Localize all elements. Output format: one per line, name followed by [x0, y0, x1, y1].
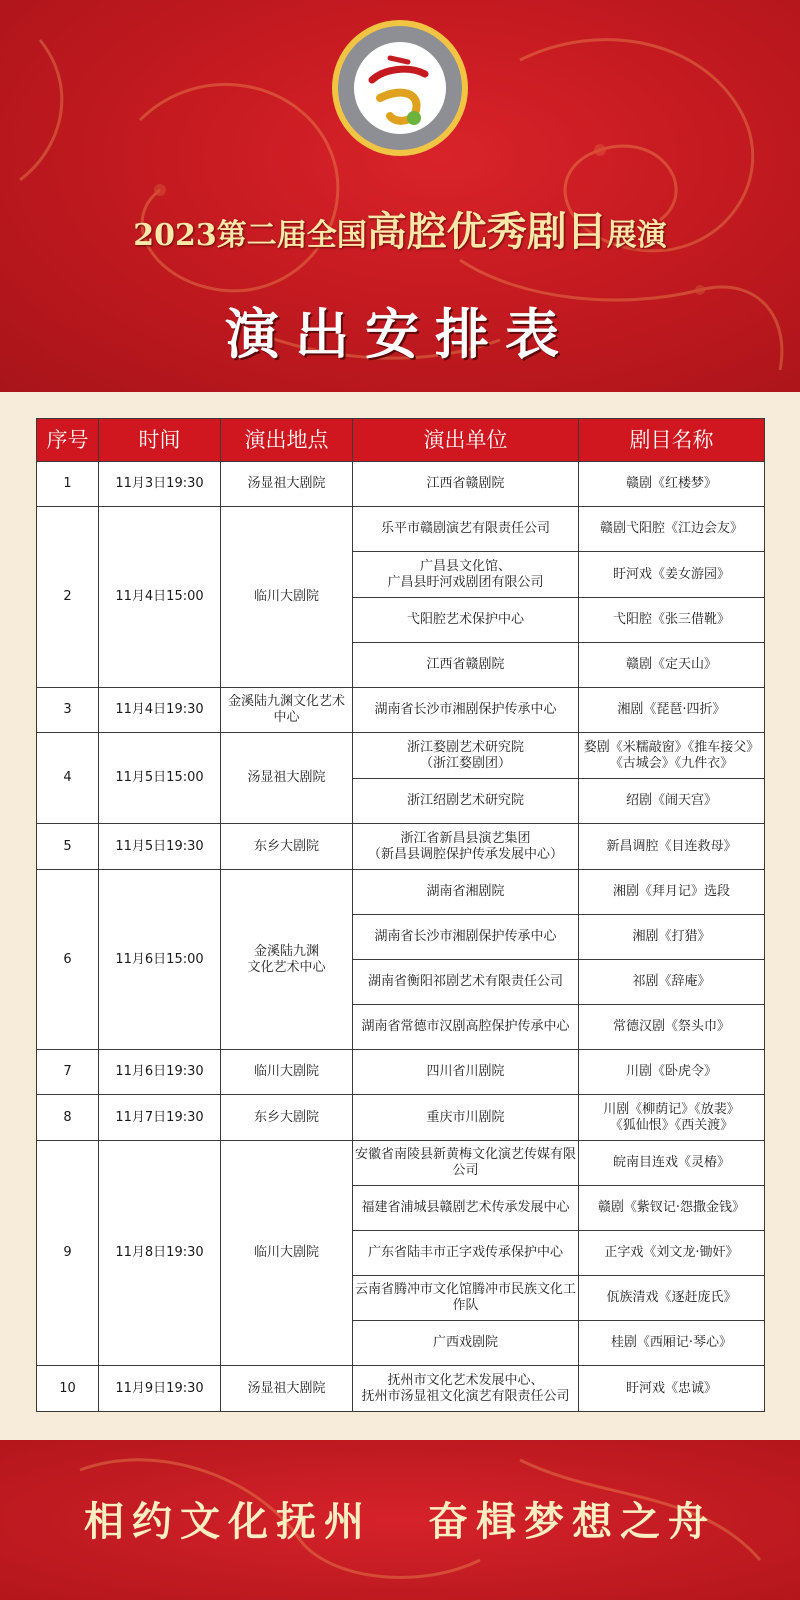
cell-play: 湘剧《打猎》 — [579, 915, 765, 960]
cell-time: 11月7日19:30 — [99, 1095, 221, 1141]
table-row — [37, 1095, 765, 1141]
festival-logo — [330, 18, 470, 158]
top-banner — [0, 0, 800, 392]
cell-no: 10 — [37, 1366, 99, 1412]
cell-time: 11月9日19:30 — [99, 1366, 221, 1412]
cell-venue: 金溪陆九渊 文化艺术中心 — [221, 870, 353, 1050]
cell-play: 新昌调腔《目连救母》 — [579, 824, 765, 870]
table-header-row — [37, 419, 765, 462]
cell-unit: 重庆市川剧院 — [353, 1095, 579, 1141]
cell-unit: 浙江省新昌县演艺集团 （新昌县调腔保护传承发展中心） — [353, 824, 579, 870]
cell-no: 8 — [37, 1095, 99, 1141]
cell-no: 6 — [37, 870, 99, 1050]
column-header-no: 序号 — [37, 419, 99, 462]
cell-play: 赣剧《定天山》 — [579, 643, 765, 688]
cell-play: 川剧《卧虎令》 — [579, 1050, 765, 1095]
cell-unit: 福建省浦城县赣剧艺术传承发展中心 — [353, 1186, 579, 1231]
cell-time: 11月4日19:30 — [99, 688, 221, 733]
cell-no: 5 — [37, 824, 99, 870]
cell-unit: 云南省腾冲市文化馆腾冲市民族文化工作队 — [353, 1276, 579, 1321]
cell-unit: 广东省陆丰市正字戏传承保护中心 — [353, 1231, 579, 1276]
cell-venue: 汤显祖大剧院 — [221, 462, 353, 507]
cell-no: 7 — [37, 1050, 99, 1095]
cell-no: 4 — [37, 733, 99, 824]
cell-unit: 江西省赣剧院 — [353, 462, 579, 507]
cell-play: 佤族清戏《逐赶庞氏》 — [579, 1276, 765, 1321]
cell-unit: 浙江婺剧艺术研究院 （浙江婺剧团） — [353, 733, 579, 779]
subtitle: 演出安排表 — [225, 303, 575, 366]
cell-unit: 弋阳腔艺术保护中心 — [353, 598, 579, 643]
cell-unit: 湖南省长沙市湘剧保护传承中心 — [353, 688, 579, 733]
cell-venue: 临川大剧院 — [221, 1141, 353, 1366]
column-header-venue: 演出地点 — [221, 419, 353, 462]
cell-no: 9 — [37, 1141, 99, 1366]
cell-unit: 乐平市赣剧演艺有限责任公司 — [353, 507, 579, 552]
table-row — [37, 1366, 765, 1412]
cell-venue: 汤显祖大剧院 — [221, 1366, 353, 1412]
cell-play: 川剧《柳荫记》《放裴》 《狐仙恨》《西关渡》 — [579, 1095, 765, 1141]
cell-play: 赣剧《红楼梦》 — [579, 462, 765, 507]
cell-venue: 临川大剧院 — [221, 1050, 353, 1095]
cell-unit: 湖南省湘剧院 — [353, 870, 579, 915]
cell-venue: 东乡大剧院 — [221, 824, 353, 870]
cell-play: 婺剧《米糯敲窗》《推车接父》 《古城会》《九件衣》 — [579, 733, 765, 779]
cell-unit: 湖南省常德市汉剧高腔保护传承中心 — [353, 1005, 579, 1050]
cell-no: 2 — [37, 507, 99, 688]
schedule-table — [36, 418, 765, 1412]
title-part-3: 展演 — [606, 218, 667, 253]
cell-venue: 金溪陆九渊文化艺术中心 — [221, 688, 353, 733]
cell-play: 常德汉剧《祭头巾》 — [579, 1005, 765, 1050]
cell-play: 湘剧《拜月记》选段 — [579, 870, 765, 915]
cell-time: 11月4日15:00 — [99, 507, 221, 688]
cell-play: 盱河戏《忠诚》 — [579, 1366, 765, 1412]
table-row — [37, 824, 765, 870]
cell-venue: 汤显祖大剧院 — [221, 733, 353, 824]
cell-unit: 浙江绍剧艺术研究院 — [353, 779, 579, 824]
column-header-time: 时间 — [99, 419, 221, 462]
cell-time: 11月5日19:30 — [99, 824, 221, 870]
cell-no: 1 — [37, 462, 99, 507]
title-part-1: 2023第二届全国 — [133, 218, 367, 253]
cell-no: 3 — [37, 688, 99, 733]
schedule-body — [37, 462, 765, 1412]
cell-play: 赣剧弋阳腔《江边会友》 — [579, 507, 765, 552]
cell-play: 皖南目连戏《灵椿》 — [579, 1141, 765, 1186]
cell-play: 盱河戏《姜女游园》 — [579, 552, 765, 598]
table-row — [37, 870, 765, 915]
cell-unit: 广昌县文化馆、 广昌县盱河戏剧团有限公司 — [353, 552, 579, 598]
bottom-banner — [0, 1440, 800, 1600]
main-title — [0, 200, 800, 257]
cell-time: 11月6日15:00 — [99, 870, 221, 1050]
cell-time: 11月3日19:30 — [99, 462, 221, 507]
cell-unit: 广西戏剧院 — [353, 1321, 579, 1366]
cell-unit: 湖南省长沙市湘剧保护传承中心 — [353, 915, 579, 960]
table-row — [37, 462, 765, 507]
cell-unit: 安徽省南陵县新黄梅文化演艺传媒有限公司 — [353, 1141, 579, 1186]
slogan — [0, 1490, 800, 1547]
cell-unit: 江西省赣剧院 — [353, 643, 579, 688]
cell-play: 正字戏《刘文龙·锄奸》 — [579, 1231, 765, 1276]
cell-play: 桂剧《西厢记·琴心》 — [579, 1321, 765, 1366]
cell-play: 绍剧《闹天宫》 — [579, 779, 765, 824]
cell-time: 11月8日19:30 — [99, 1141, 221, 1366]
schedule-table-container — [36, 418, 764, 1412]
table-row — [37, 733, 765, 779]
cell-unit: 湖南省衡阳祁剧艺术有限责任公司 — [353, 960, 579, 1005]
cell-unit: 抚州市文化艺术发展中心、 抚州市汤显祖文化演艺有限责任公司 — [353, 1366, 579, 1412]
cell-venue: 东乡大剧院 — [221, 1095, 353, 1141]
column-header-unit: 演出单位 — [353, 419, 579, 462]
slogan-right: 奋楫梦想之舟 — [428, 1498, 716, 1545]
cell-play: 弋阳腔《张三借靴》 — [579, 598, 765, 643]
table-row — [37, 1141, 765, 1186]
cell-time: 11月6日19:30 — [99, 1050, 221, 1095]
table-row — [37, 688, 765, 733]
cell-time: 11月5日15:00 — [99, 733, 221, 824]
cell-play: 赣剧《紫钗记·怨撒金钱》 — [579, 1186, 765, 1231]
column-header-play: 剧目名称 — [579, 419, 765, 462]
slogan-left: 相约文化抚州 — [84, 1498, 372, 1545]
table-row — [37, 507, 765, 552]
cell-play: 祁剧《辞庵》 — [579, 960, 765, 1005]
table-row — [37, 1050, 765, 1095]
cell-unit: 四川省川剧院 — [353, 1050, 579, 1095]
cell-venue: 临川大剧院 — [221, 507, 353, 688]
cell-play: 湘剧《琵琶·四折》 — [579, 688, 765, 733]
title-part-2: 高腔优秀剧目 — [366, 208, 607, 255]
